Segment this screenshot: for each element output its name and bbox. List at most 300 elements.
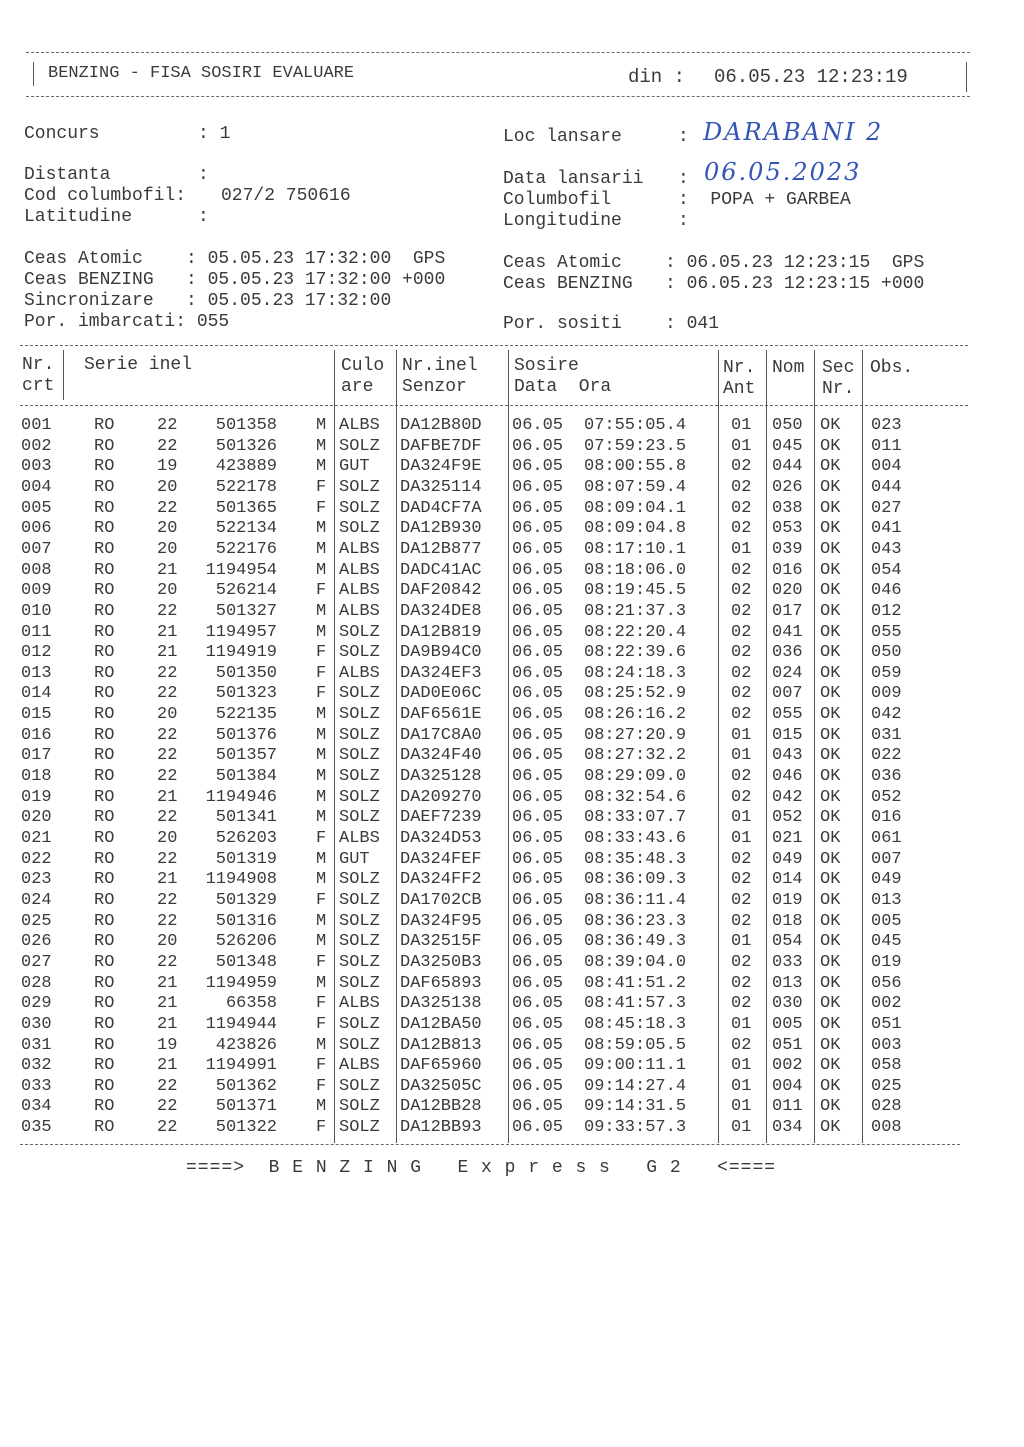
nom: 015 [772,725,803,745]
row-number: 022 [21,849,52,869]
nom: 002 [772,1056,803,1076]
obs: 011 [871,436,902,456]
arrival-date: 06.05 [512,601,564,621]
ring-year: 21 [157,1056,178,1076]
ring-year: 22 [157,1118,178,1138]
color: SOLZ [339,1097,380,1117]
nom: 033 [772,952,803,972]
sec-status: OK [820,849,841,869]
country-code: RO [94,1014,115,1034]
country-code: RO [94,787,115,807]
arrival-time: 08:25:52.9 [584,684,687,704]
row-number: 010 [21,601,52,621]
sex: F [316,1056,327,1076]
arrival-date: 06.05 [512,457,564,477]
sec-status: OK [820,498,841,518]
table-row [0,932,1024,953]
arrival-time: 08:24:18.3 [584,663,687,683]
obs: 041 [871,519,902,539]
color: SOLZ [339,498,380,518]
arrival-date: 06.05 [512,705,564,725]
nom: 004 [772,1076,803,1096]
ring-number: 66358 [225,994,277,1014]
row-number: 012 [21,643,52,663]
sex: M [316,705,327,725]
sex: F [316,1118,327,1138]
ring-number: 423889 [215,457,277,477]
header-nr-ant: Nr. [723,358,756,378]
color: SOLZ [339,436,380,456]
ring-year: 22 [157,498,178,518]
country-code: RO [94,829,115,848]
title-border-right [966,62,967,92]
antenna-nr: 02 [731,787,752,807]
arrival-time: 08:59:05.5 [584,1035,687,1055]
table-row [0,684,1024,705]
color: ALBS [339,581,380,601]
sex: M [316,539,327,559]
obs: 050 [871,643,902,663]
antenna-nr: 02 [731,477,752,497]
sex: M [316,911,327,931]
columbofil-label: Columbofil [503,190,612,210]
ceas-benzing-right: Ceas BENZING : 06.05.23 12:23:15 +000 [503,274,925,294]
sensor-id: DA1702CB [400,890,482,910]
table-row [0,1118,1024,1139]
row-number: 024 [21,890,52,910]
ring-number: 501329 [215,890,277,910]
ring-number: 501362 [215,1076,277,1096]
table-row [0,974,1024,995]
table-row [0,705,1024,726]
color: SOLZ [339,932,380,952]
table-row [0,1015,1024,1036]
loc-lansare-colon: : [678,127,689,147]
header-serie-inel: Serie inel [84,355,193,375]
nom: 034 [772,1118,803,1138]
ring-number: 501350 [215,663,277,683]
ring-year: 20 [157,539,178,559]
sex: F [316,477,327,497]
ring-number: 501316 [215,911,277,931]
ring-number: 501322 [215,1118,277,1138]
country-code: RO [94,498,115,518]
sensor-id: DA9B94C0 [400,643,482,663]
color: ALBS [339,1056,380,1076]
arrival-time: 08:35:48.3 [584,849,687,869]
arrival-date: 06.05 [512,890,564,910]
arrival-time: 08:18:06.0 [584,560,687,580]
sensor-id: DA32505C [400,1076,482,1096]
loc-lansare-label: Loc lansare [503,127,622,147]
arrival-time: 08:07:59.4 [584,477,687,497]
arrival-time: 08:45:18.3 [584,1014,687,1034]
sec-status: OK [820,1118,841,1138]
ring-number: 501358 [215,416,277,435]
header-culoare-2: are [341,377,374,397]
arrival-date: 06.05 [512,829,564,848]
ring-year: 20 [157,705,178,725]
obs: 008 [871,1118,902,1138]
antenna-nr: 02 [731,952,752,972]
antenna-nr: 02 [731,767,752,787]
sex: M [316,601,327,621]
arrival-time: 09:14:27.4 [584,1076,687,1096]
col-divider [63,350,64,400]
table-row [0,726,1024,747]
sensor-id: DA325138 [400,994,482,1014]
country-code: RO [94,932,115,952]
concurs-value: : 1 [198,124,231,144]
sex: M [316,560,327,580]
ring-year: 21 [157,1014,178,1034]
country-code: RO [94,601,115,621]
nom: 021 [772,829,803,848]
ring-number: 1194957 [205,622,277,642]
nom: 045 [772,436,803,456]
arrival-date: 06.05 [512,870,564,890]
arrival-date: 06.05 [512,1097,564,1117]
arrival-time: 08:26:16.2 [584,705,687,725]
color: SOLZ [339,808,380,828]
sensor-id: DAF20842 [400,581,482,601]
header-data-ora: Data Ora [514,377,612,397]
arrival-date: 06.05 [512,849,564,869]
obs: 013 [871,890,902,910]
arrival-date: 06.05 [512,787,564,807]
color: SOLZ [339,973,380,993]
sex: M [316,519,327,539]
sex: M [316,725,327,745]
obs: 059 [871,663,902,683]
sex: M [316,436,327,456]
obs: 002 [871,994,902,1014]
sex: F [316,643,327,663]
antenna-nr: 01 [731,725,752,745]
nom: 043 [772,746,803,766]
country-code: RO [94,1035,115,1055]
arrival-date: 06.05 [512,746,564,766]
ring-year: 22 [157,849,178,869]
sex: F [316,952,327,972]
sex: M [316,870,327,890]
ring-year: 22 [157,601,178,621]
arrival-time: 09:33:57.3 [584,1118,687,1138]
loc-lansare-handwritten: DARABANI 2 [703,118,884,146]
country-code: RO [94,581,115,601]
obs: 028 [871,1097,902,1117]
table-row [0,953,1024,974]
obs: 044 [871,477,902,497]
obs: 004 [871,457,902,477]
antenna-nr: 02 [731,643,752,663]
color: ALBS [339,416,380,435]
arrival-date: 06.05 [512,1076,564,1096]
color: ALBS [339,663,380,683]
porumbei-imbarcati: Por. imbarcati: 055 [24,312,230,332]
ring-number: 522134 [215,519,277,539]
ring-number: 522176 [215,539,277,559]
sec-status: OK [820,684,841,704]
ring-year: 21 [157,870,178,890]
country-code: RO [94,725,115,745]
arrival-date: 06.05 [512,519,564,539]
row-number: 020 [21,808,52,828]
sensor-id: DAF65893 [400,973,482,993]
nom: 055 [772,705,803,725]
ring-year: 22 [157,416,178,435]
row-number: 025 [21,911,52,931]
color: GUT [339,457,370,477]
antenna-nr: 02 [731,994,752,1014]
nom: 024 [772,663,803,683]
cod-columbofil-label: Cod columbofil: [24,186,187,206]
color: SOLZ [339,477,380,497]
sensor-id: DADC41AC [400,560,482,580]
color: SOLZ [339,643,380,663]
row-number: 001 [21,416,52,435]
sec-status: OK [820,643,841,663]
distanta-value: : [198,165,209,185]
nom: 019 [772,890,803,910]
table-row [0,457,1024,478]
arrival-date: 06.05 [512,643,564,663]
obs: 009 [871,684,902,704]
antenna-nr: 02 [731,684,752,704]
table-bottom-border [20,1144,960,1145]
table-row [0,788,1024,809]
sec-status: OK [820,560,841,580]
arrival-time: 08:00:55.8 [584,457,687,477]
ring-year: 21 [157,994,178,1014]
antenna-nr: 02 [731,849,752,869]
table-row [0,478,1024,499]
sec-status: OK [820,436,841,456]
antenna-nr: 02 [731,911,752,931]
antenna-nr: 01 [731,932,752,952]
sensor-id: DA12B930 [400,519,482,539]
sec-status: OK [820,725,841,745]
row-number: 006 [21,519,52,539]
color: SOLZ [339,725,380,745]
nom: 051 [772,1035,803,1055]
country-code: RO [94,560,115,580]
antenna-nr: 02 [731,973,752,993]
color: SOLZ [339,1076,380,1096]
antenna-nr: 01 [731,1014,752,1034]
header-senzor: Senzor [402,377,467,397]
obs: 007 [871,849,902,869]
arrival-time: 07:55:05.4 [584,416,687,435]
country-code: RO [94,1118,115,1138]
obs: 036 [871,767,902,787]
obs: 046 [871,581,902,601]
table-row [0,499,1024,520]
color: SOLZ [339,1035,380,1055]
table-row [0,1097,1024,1118]
table-row [0,1077,1024,1098]
ring-year: 22 [157,952,178,972]
arrival-date: 06.05 [512,1056,564,1076]
arrival-time: 08:22:20.4 [584,622,687,642]
obs: 012 [871,601,902,621]
obs: 016 [871,808,902,828]
arrival-date: 06.05 [512,416,564,435]
antenna-nr: 01 [731,829,752,848]
ring-year: 21 [157,622,178,642]
color: ALBS [339,994,380,1014]
country-code: RO [94,911,115,931]
arrival-time: 08:32:54.6 [584,787,687,807]
color: GUT [339,849,370,869]
arrival-date: 06.05 [512,973,564,993]
nom: 052 [772,808,803,828]
ceas-benzing-left: Ceas BENZING : 05.05.23 17:32:00 +000 [24,270,446,290]
antenna-nr: 02 [731,1035,752,1055]
longitudine-label: Longitudine [503,211,622,231]
header-sosire: Sosire [514,356,579,376]
sensor-id: DA12B80D [400,416,482,435]
color: SOLZ [339,787,380,807]
arrival-time: 07:59:23.5 [584,436,687,456]
ring-year: 20 [157,519,178,539]
header-nr: Nr. [22,355,55,375]
antenna-nr: 01 [731,436,752,456]
country-code: RO [94,746,115,766]
latitudine-label: Latitudine [24,207,133,227]
sec-status: OK [820,994,841,1014]
antenna-nr: 02 [731,457,752,477]
arrival-date: 06.05 [512,684,564,704]
color: SOLZ [339,1014,380,1034]
arrival-date: 06.05 [512,952,564,972]
header-nom: Nom [772,358,805,378]
table-row [0,891,1024,912]
ring-number: 501319 [215,849,277,869]
country-code: RO [94,870,115,890]
table-row [0,1056,1024,1077]
nom: 013 [772,973,803,993]
row-number: 011 [21,622,52,642]
ring-year: 21 [157,787,178,807]
country-code: RO [94,1076,115,1096]
row-number: 021 [21,829,52,848]
table-row [0,416,1024,437]
data-lansarii-label: Data lansarii [503,169,644,189]
obs: 027 [871,498,902,518]
antenna-nr: 02 [731,581,752,601]
country-code: RO [94,767,115,787]
header-crt: crt [22,376,55,396]
sex: M [316,746,327,766]
ring-number: 501323 [215,684,277,704]
antenna-nr: 02 [731,560,752,580]
row-number: 014 [21,684,52,704]
antenna-nr: 01 [731,1118,752,1138]
table-row [0,623,1024,644]
sex: F [316,1014,327,1034]
antenna-nr: 01 [731,539,752,559]
nom: 044 [772,457,803,477]
sec-status: OK [820,663,841,683]
sec-status: OK [820,519,841,539]
color: SOLZ [339,870,380,890]
ring-year: 22 [157,767,178,787]
country-code: RO [94,436,115,456]
obs: 052 [871,787,902,807]
sensor-id: DAF6561E [400,705,482,725]
sensor-id: DAEF7239 [400,808,482,828]
row-number: 004 [21,477,52,497]
sex: M [316,808,327,828]
antenna-nr: 01 [731,746,752,766]
table-header-border [20,405,968,406]
obs: 031 [871,725,902,745]
table-row [0,519,1024,540]
columbofil-value: : POPA + GARBEA [678,190,851,210]
country-code: RO [94,1097,115,1117]
arrival-time: 08:41:57.3 [584,994,687,1014]
nom: 026 [772,477,803,497]
sex: F [316,890,327,910]
nom: 046 [772,767,803,787]
arrival-time: 08:29:09.0 [584,767,687,787]
arrival-date: 06.05 [512,932,564,952]
row-number: 027 [21,952,52,972]
color: SOLZ [339,890,380,910]
sex: M [316,932,327,952]
country-code: RO [94,705,115,725]
obs: 019 [871,952,902,972]
table-row [0,994,1024,1015]
nom: 007 [772,684,803,704]
data-lansarii-colon: : [678,169,689,189]
obs: 045 [871,932,902,952]
row-number: 035 [21,1118,52,1138]
sec-status: OK [820,1097,841,1117]
sex: F [316,581,327,601]
obs: 049 [871,870,902,890]
row-number: 017 [21,746,52,766]
ring-year: 22 [157,436,178,456]
country-code: RO [94,643,115,663]
sec-status: OK [820,416,841,435]
sec-status: OK [820,952,841,972]
sensor-id: DAF65960 [400,1056,482,1076]
ring-year: 22 [157,1097,178,1117]
sensor-id: DA324FEF [400,849,482,869]
nom: 005 [772,1014,803,1034]
ring-year: 21 [157,643,178,663]
title-border-left [33,62,34,86]
nom: 011 [772,1097,803,1117]
antenna-nr: 02 [731,519,752,539]
arrival-date: 06.05 [512,539,564,559]
arrival-time: 08:36:11.4 [584,890,687,910]
antenna-nr: 02 [731,870,752,890]
arrival-time: 08:22:39.6 [584,643,687,663]
arrival-date: 06.05 [512,808,564,828]
obs: 042 [871,705,902,725]
sec-status: OK [820,890,841,910]
arrival-time: 08:09:04.1 [584,498,687,518]
sensor-id: DAD4CF7A [400,498,482,518]
sex: F [316,684,327,704]
sex: F [316,829,327,848]
nom: 014 [772,870,803,890]
sec-status: OK [820,787,841,807]
header-nr-inel: Nr.inel [402,356,478,376]
